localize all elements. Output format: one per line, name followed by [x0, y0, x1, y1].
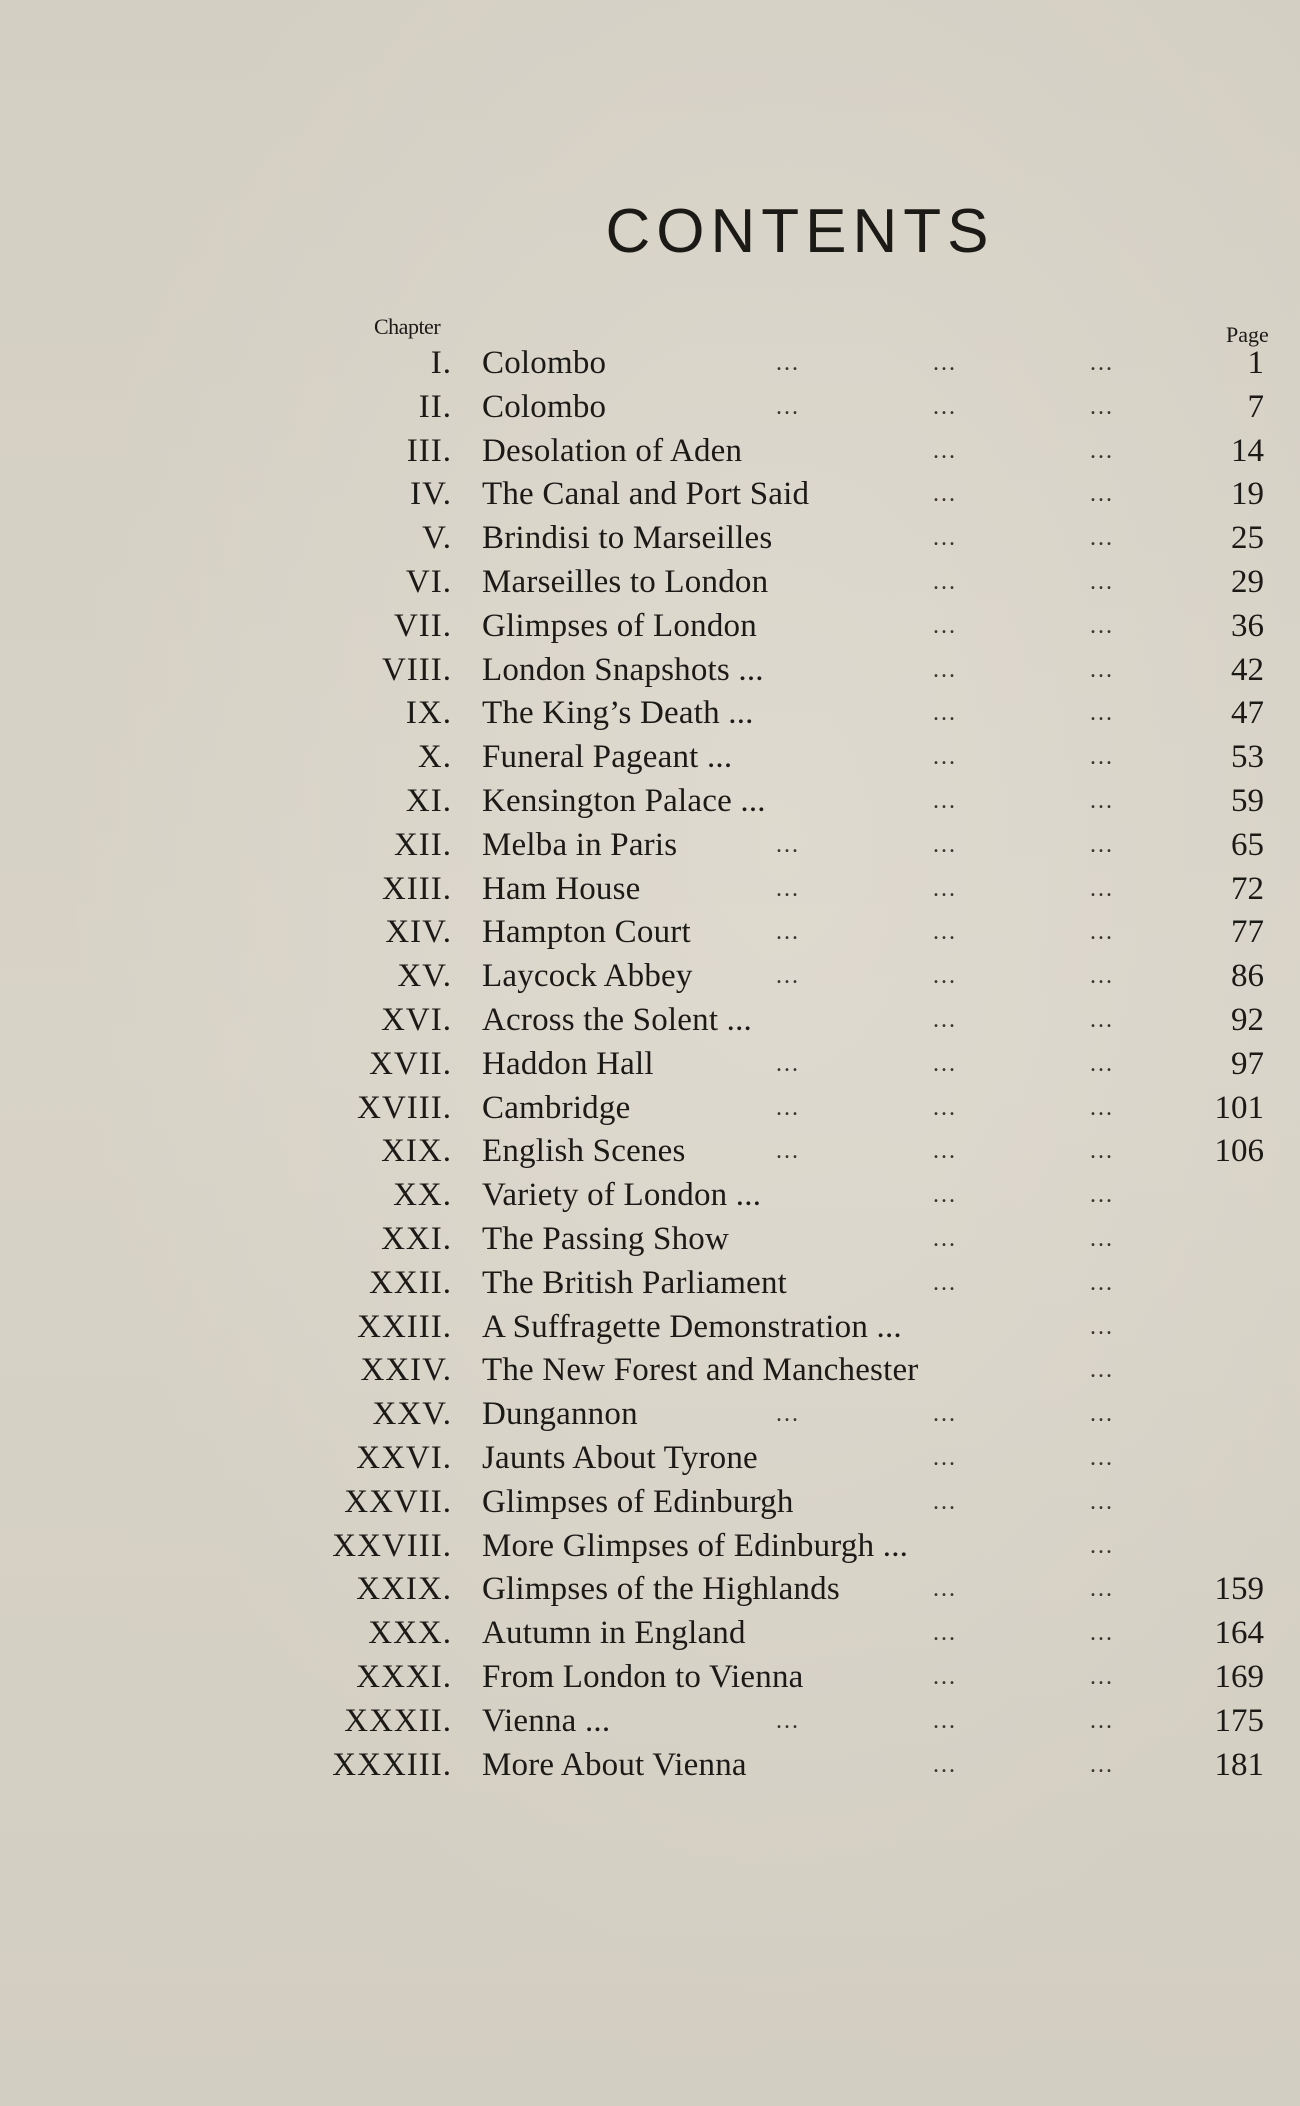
page-number: 47 [1231, 695, 1264, 732]
dot-leader: ... [933, 919, 957, 946]
toc-entry [0, 824, 1300, 868]
dot-leader: ... [1090, 1488, 1114, 1515]
dot-leader: ... [933, 350, 957, 376]
chapter-number: XXIX. [356, 1571, 452, 1608]
dot-leader: ... [933, 1006, 957, 1033]
dot-leader: ... [1090, 1620, 1114, 1647]
dot-leader: ... [1090, 919, 1114, 946]
chapter-title: Brindisi to Marseilles [482, 520, 773, 557]
dot-leader: ... [776, 919, 800, 946]
chapter-title: Melba in Paris [482, 826, 678, 863]
chapter-title: Kensington Palace ... [482, 782, 766, 819]
dot-leader: ... [1090, 1663, 1114, 1690]
toc-entry [0, 605, 1300, 649]
dot-leader: ... [1090, 1313, 1114, 1340]
dot-leader: ... [933, 744, 957, 771]
page-title: CONTENTS [605, 197, 995, 266]
toc-entry [0, 430, 1300, 474]
page-number: 59 [1231, 782, 1264, 819]
chapter-title: Variety of London ... [482, 1177, 762, 1214]
chapter-number: XXV. [372, 1396, 452, 1433]
dot-leader: ... [1090, 525, 1114, 552]
chapter-number: IX. [405, 695, 452, 732]
dot-leader: ... [1090, 1532, 1114, 1559]
toc-entry [0, 1349, 1300, 1393]
toc-entry [0, 1437, 1300, 1481]
dot-leader: ... [933, 1050, 957, 1077]
dot-leader: ... [933, 437, 957, 464]
page-number: 77 [1231, 914, 1264, 951]
chapter-number: XXVIII. [332, 1527, 452, 1564]
chapter-title: London Snapshots ... [482, 651, 764, 688]
dot-leader: ... [933, 1444, 957, 1471]
dot-leader: ... [933, 1707, 957, 1734]
toc-entry [0, 1306, 1300, 1350]
chapter-number: XXXII. [344, 1702, 452, 1739]
dot-leader: ... [776, 1401, 800, 1428]
page-number: 175 [1214, 1702, 1264, 1739]
toc-entry [0, 1744, 1300, 1788]
chapter-title: The Canal and Port Said [482, 476, 810, 513]
dot-leader: ... [933, 1182, 957, 1209]
chapter-title: Across the Solent ... [482, 1001, 753, 1038]
chapter-title: Dungannon [482, 1396, 638, 1433]
toc-entry [0, 517, 1300, 561]
dot-leader: ... [1090, 612, 1114, 639]
chapter-number: XIX. [381, 1133, 452, 1170]
dot-leader: ... [933, 700, 957, 727]
dot-leader: ... [933, 612, 957, 639]
chapter-number: VII. [393, 607, 452, 644]
dot-leader: ... [1090, 1225, 1114, 1252]
toc-entry [0, 868, 1300, 912]
dot-leader: ... [933, 787, 957, 814]
page-number: 53 [1231, 739, 1264, 776]
dot-leader: ... [933, 568, 957, 595]
chapter-title: Cambridge [482, 1089, 631, 1126]
dot-leader: ... [1090, 1444, 1114, 1471]
dot-leader: ... [1090, 1050, 1114, 1077]
toc-entry [0, 1612, 1300, 1656]
dot-leader: ... [1090, 1751, 1114, 1778]
dot-leader: ... [933, 1620, 957, 1647]
toc-entry [0, 1043, 1300, 1087]
chapter-title: Funeral Pageant ... [482, 739, 733, 776]
dot-leader: ... [1090, 1138, 1114, 1165]
chapter-number: I. [430, 345, 452, 381]
toc-entry [0, 1262, 1300, 1306]
chapter-title: Colombo [482, 345, 607, 381]
chapter-number: XXXIII. [332, 1746, 452, 1783]
page-number: 25 [1231, 520, 1264, 557]
page-number: 42 [1231, 651, 1264, 688]
toc-entry [0, 561, 1300, 605]
dot-leader: ... [1090, 700, 1114, 727]
page-number: 92 [1231, 1001, 1264, 1038]
dot-leader: ... [933, 875, 957, 902]
chapter-title: From London to Vienna [482, 1658, 804, 1695]
dot-leader: ... [776, 1707, 800, 1734]
toc-entry [0, 649, 1300, 693]
page-number: 169 [1214, 1658, 1264, 1695]
chapter-column-header: Chapter [374, 314, 441, 339]
dot-leader: ... [1090, 1094, 1114, 1121]
chapter-title: The British Parliament [482, 1264, 788, 1301]
dot-leader: ... [1090, 350, 1114, 376]
dot-leader: ... [1090, 1269, 1114, 1296]
dot-leader: ... [1090, 1576, 1114, 1603]
toc-entry [0, 692, 1300, 736]
page-number: 72 [1231, 870, 1264, 907]
dot-leader: ... [933, 656, 957, 683]
chapter-number: XVI. [381, 1001, 452, 1038]
chapter-title: English Scenes [482, 1133, 686, 1170]
page-number: 36 [1231, 607, 1264, 644]
dot-leader: ... [933, 481, 957, 508]
toc-entry [0, 1218, 1300, 1262]
toc-entry [0, 1087, 1300, 1131]
page-number: 1 [1247, 345, 1264, 381]
dot-leader: ... [1090, 963, 1114, 990]
page-number: 65 [1231, 826, 1264, 863]
chapter-number: XI. [405, 782, 452, 819]
chapter-title: Colombo [482, 388, 607, 425]
page-number: 106 [1214, 1133, 1264, 1170]
page-number: 19 [1231, 476, 1264, 513]
chapter-number: XXVII. [344, 1483, 452, 1520]
page-number: 181 [1214, 1746, 1264, 1783]
chapter-number: V. [422, 520, 452, 557]
dot-leader: ... [776, 393, 800, 420]
page-number: 101 [1214, 1089, 1264, 1126]
toc-entry [0, 736, 1300, 780]
dot-leader: ... [1090, 437, 1114, 464]
page-number: 86 [1231, 958, 1264, 995]
chapter-number: XX. [393, 1177, 452, 1214]
chapter-number: XXII. [369, 1264, 452, 1301]
chapter-number: XXIII. [357, 1308, 452, 1345]
chapter-number: XXIV. [360, 1352, 452, 1389]
toc-entry [0, 1525, 1300, 1569]
chapter-title: The Passing Show [482, 1220, 730, 1257]
dot-leader: ... [933, 1094, 957, 1121]
toc-entry [0, 999, 1300, 1043]
chapter-number: VI. [405, 563, 452, 600]
dot-leader: ... [933, 1663, 957, 1690]
toc-entry [0, 386, 1300, 430]
dot-leader: ... [1090, 656, 1114, 683]
dot-leader: ... [776, 963, 800, 990]
dot-leader: ... [1090, 1357, 1114, 1384]
chapter-number: XXX. [368, 1615, 452, 1652]
toc-entry [0, 1174, 1300, 1218]
dot-leader: ... [776, 875, 800, 902]
chapter-number: XXXI. [356, 1658, 452, 1695]
chapter-number: XVII. [369, 1045, 452, 1082]
dot-leader: ... [933, 1751, 957, 1778]
dot-leader: ... [933, 393, 957, 420]
chapter-title: A Suffragette Demonstration ... [482, 1308, 902, 1345]
chapter-title: Ham House [482, 870, 641, 907]
chapter-title: Glimpses of London [482, 607, 757, 644]
chapter-number: VIII. [381, 651, 452, 688]
table-of-contents [0, 342, 1300, 1787]
dot-leader: ... [1090, 1401, 1114, 1428]
chapter-title: Hampton Court [482, 914, 691, 951]
toc-entry [0, 780, 1300, 824]
chapter-number: II. [418, 388, 452, 425]
page-number: 29 [1231, 563, 1264, 600]
toc-entry [0, 342, 1300, 386]
page-number: 164 [1214, 1615, 1264, 1652]
chapter-title: Glimpses of the Highlands [482, 1571, 840, 1608]
dot-leader: ... [933, 1488, 957, 1515]
dot-leader: ... [1090, 393, 1114, 420]
chapter-number: XXI. [381, 1220, 452, 1257]
dot-leader: ... [933, 1401, 957, 1428]
dot-leader: ... [933, 1225, 957, 1252]
dot-leader: ... [933, 1576, 957, 1603]
dot-leader: ... [933, 525, 957, 552]
dot-leader: ... [1090, 787, 1114, 814]
dot-leader: ... [776, 1094, 800, 1121]
chapter-number: X. [417, 739, 452, 776]
chapter-number: XVIII. [357, 1089, 452, 1126]
chapter-title: The King’s Death ... [482, 695, 754, 732]
chapter-number: XV. [397, 958, 452, 995]
page-column-header: Page [1226, 322, 1269, 347]
dot-leader: ... [776, 1138, 800, 1165]
page-number: 14 [1231, 432, 1264, 469]
chapter-title: Marseilles to London [482, 563, 769, 600]
toc-entry [0, 473, 1300, 517]
toc-entry [0, 1130, 1300, 1174]
chapter-number: III. [406, 432, 452, 469]
chapter-title: Laycock Abbey [482, 958, 693, 995]
dot-leader: ... [1090, 875, 1114, 902]
dot-leader: ... [1090, 1006, 1114, 1033]
chapter-number: XXVI. [356, 1439, 452, 1476]
dot-leader: ... [1090, 568, 1114, 595]
chapter-title: Desolation of Aden [482, 432, 743, 469]
page-number: 97 [1231, 1045, 1264, 1082]
chapter-number: IV. [410, 476, 452, 513]
chapter-number: XIII. [381, 870, 452, 907]
dot-leader: ... [776, 1050, 800, 1077]
dot-leader: ... [776, 350, 800, 376]
chapter-title: More About Vienna [482, 1746, 747, 1783]
toc-entry [0, 1700, 1300, 1744]
chapter-number: XII. [393, 826, 452, 863]
toc-entry [0, 1481, 1300, 1525]
page-number: 159 [1214, 1571, 1264, 1608]
chapter-title: Vienna ... [482, 1702, 611, 1739]
dot-leader: ... [933, 1138, 957, 1165]
dot-leader: ... [933, 963, 957, 990]
chapter-title: Haddon Hall [482, 1045, 654, 1082]
dot-leader: ... [1090, 1182, 1114, 1209]
dot-leader: ... [1090, 831, 1114, 858]
dot-leader: ... [1090, 1707, 1114, 1734]
chapter-title: More Glimpses of Edinburgh ... [482, 1527, 909, 1564]
toc-entry [0, 1656, 1300, 1700]
page-number: 7 [1247, 388, 1264, 425]
dot-leader: ... [776, 831, 800, 858]
dot-leader: ... [933, 831, 957, 858]
chapter-title: Jaunts About Tyrone [482, 1439, 758, 1476]
chapter-number: XIV. [385, 914, 452, 951]
toc-entry [0, 1393, 1300, 1437]
chapter-title: Glimpses of Edinburgh [482, 1483, 794, 1520]
dot-leader: ... [933, 1269, 957, 1296]
toc-entry [0, 1568, 1300, 1612]
chapter-title: The New Forest and Manchester [482, 1352, 919, 1389]
dot-leader: ... [1090, 744, 1114, 771]
chapter-title: Autumn in England [482, 1615, 746, 1652]
dot-leader: ... [1090, 481, 1114, 508]
toc-entry [0, 955, 1300, 999]
toc-entry [0, 911, 1300, 955]
